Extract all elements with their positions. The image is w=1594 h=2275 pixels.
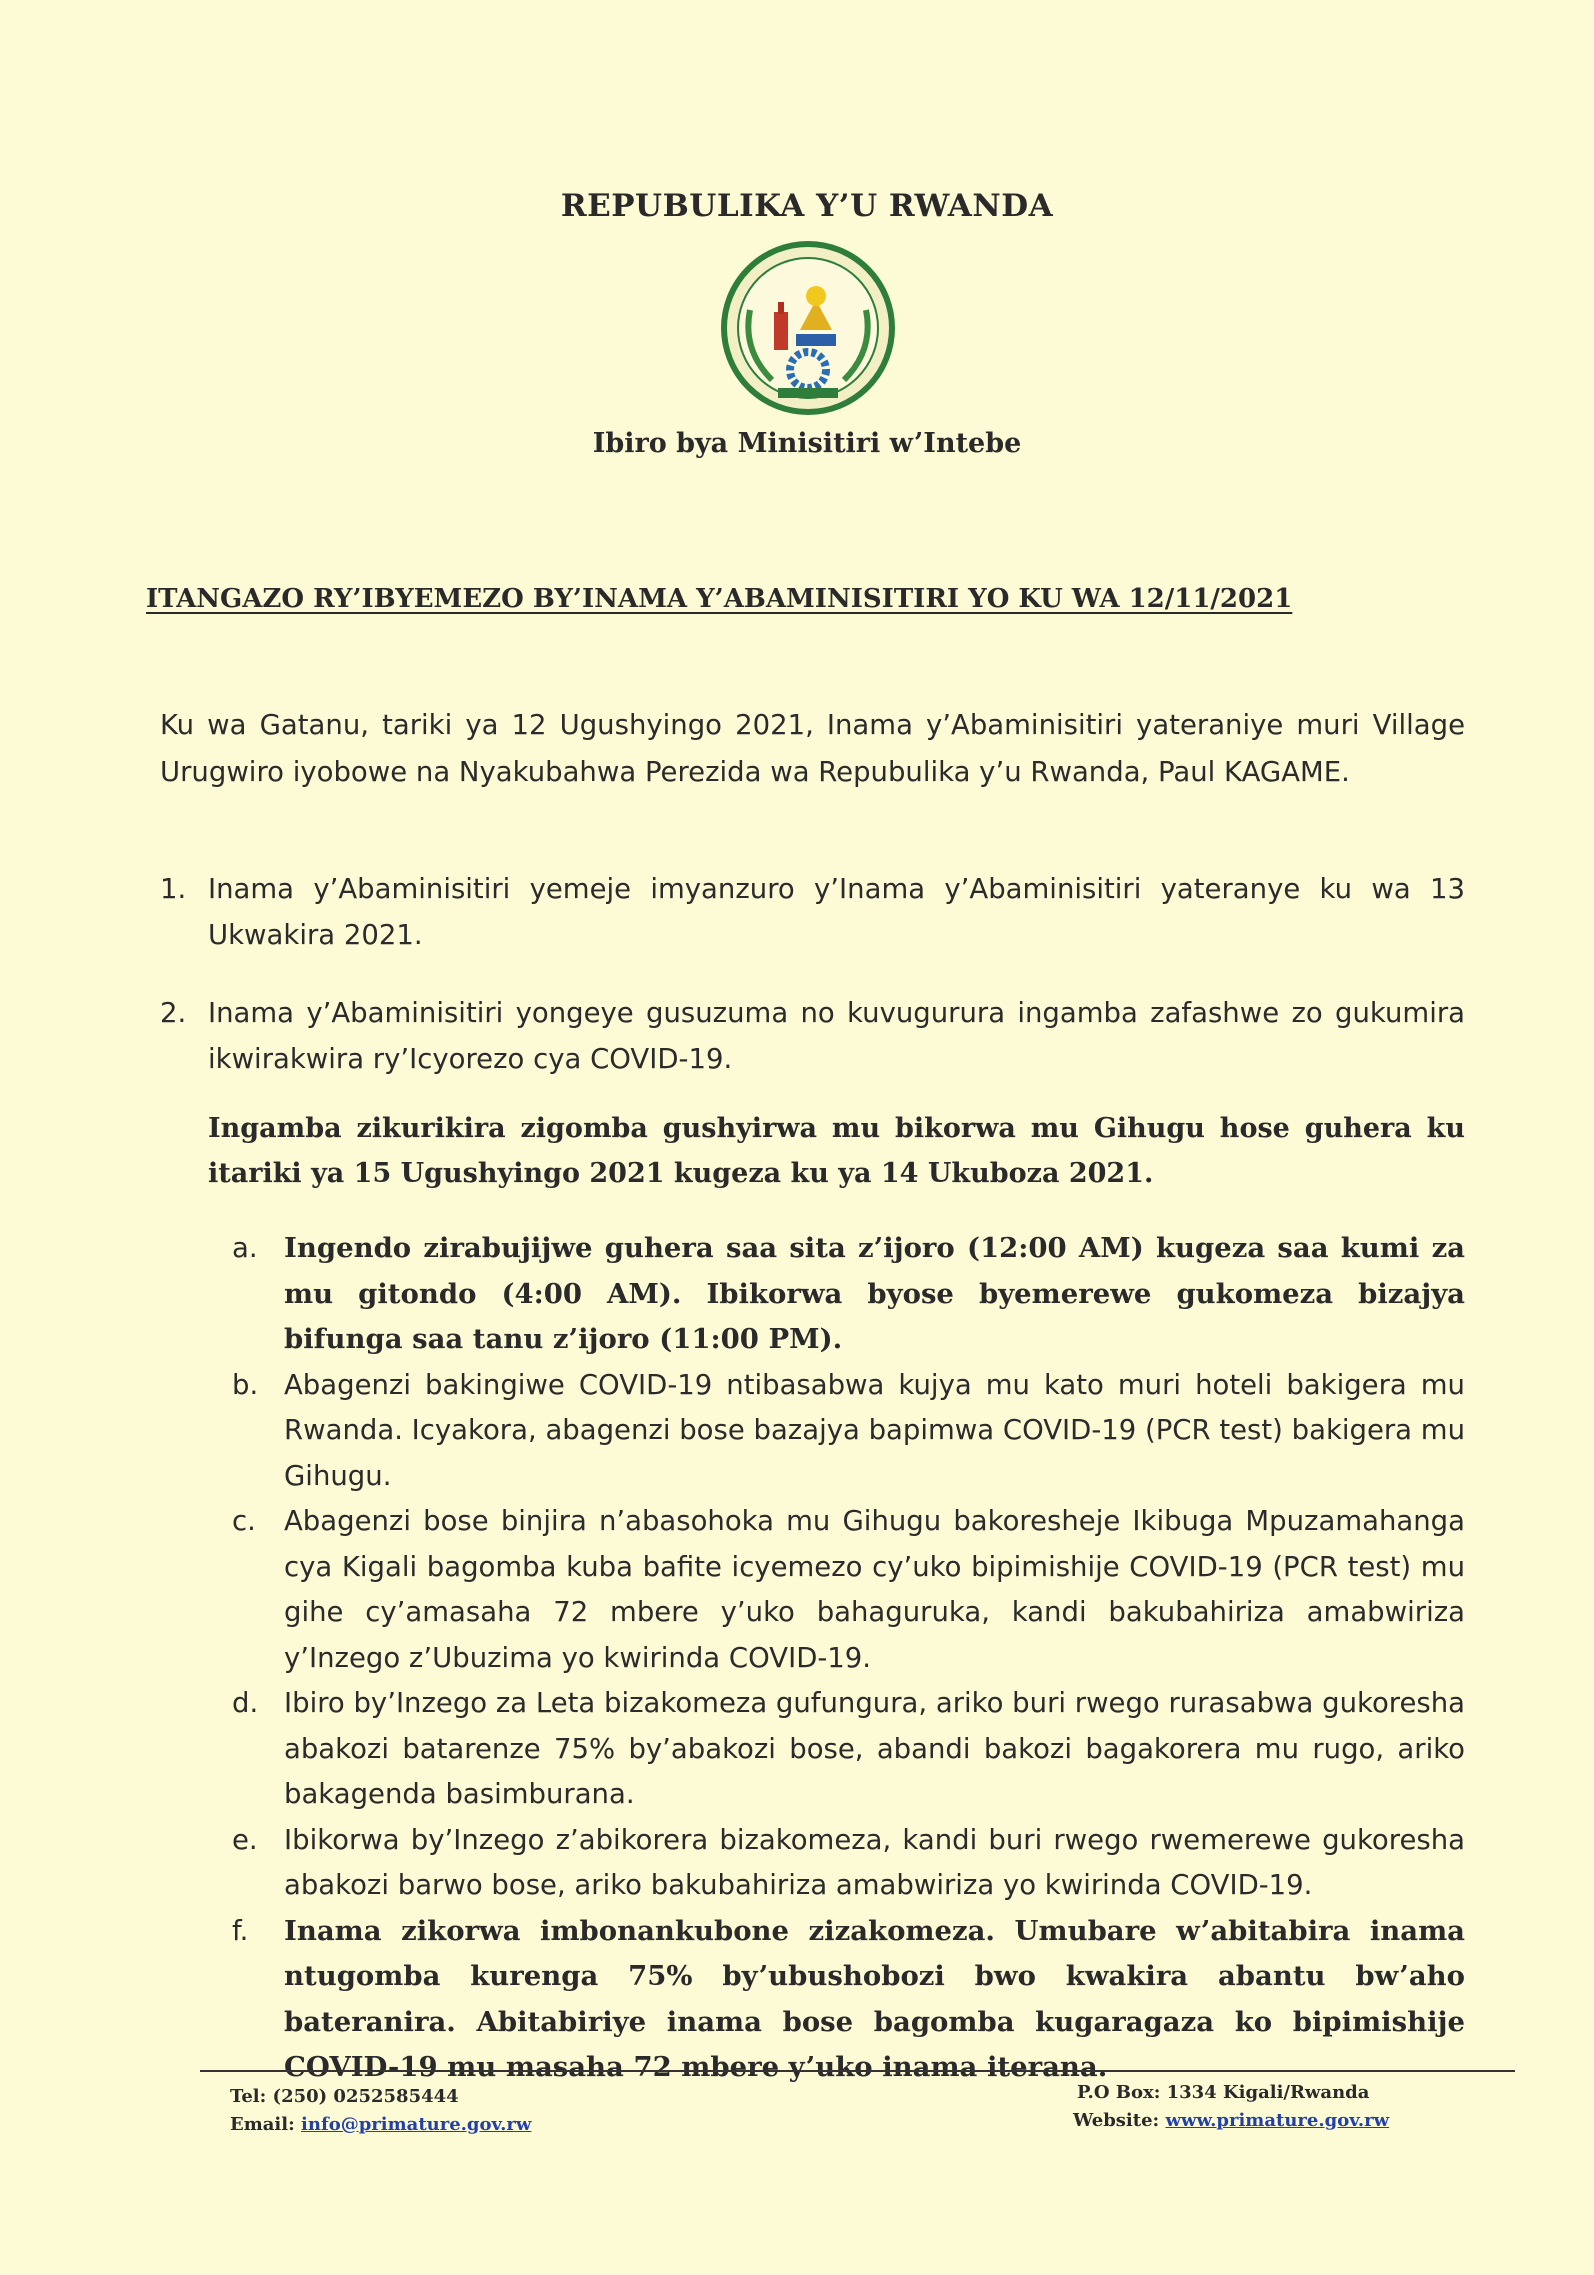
- footer-contact: [230, 2083, 531, 2139]
- office-name: Ibiro bya Minisitiri w’Intebe: [592, 428, 1022, 459]
- measure-letter: b.: [232, 1368, 259, 1401]
- list-item-number: 2.: [160, 997, 187, 1029]
- website-link[interactable]: www.primature.gov.rw: [1165, 2110, 1390, 2131]
- measure-text: Ingendo zirabujijwe guhera saa sita z’ijoro (12:00 AM) kugeza saa kumi za mu gitondo (4:00 AM). Ibikorwa byose byemerewe gukomeza bizajya bifunga saa tanu z’ijoro (11:00 PM).: [284, 1232, 1465, 1355]
- measure-letter: f.: [232, 1914, 249, 1947]
- website-label: Website:: [1073, 2110, 1160, 2131]
- measure-text: Ibiro by’Inzego za Leta bizakomeza gufungura, ariko buri rwego rurasabwa gukoresha abakozi batarenze 75% by’abakozi bose, abandi bakozi bagakorera mu rugo, ariko bakagenda basimburana.: [284, 1687, 1465, 1810]
- email-label: Email:: [230, 2114, 295, 2135]
- list-item: [160, 866, 1465, 958]
- measure-item: [232, 1499, 1465, 1681]
- measure-text: Inama zikorwa imbonankubone zizakomeza. Umubare w’abitabira inama ntugomba kurenga 75% by’ubushobozi bwo kwakira abantu bw’aho bateranira. Abitabiriye inama bose bagomba kugaragaza ko bipimishije COVID-19 mu masaha 72 mbere y’uko inama iterana.: [284, 1914, 1465, 2083]
- national-seal-icon: [720, 240, 896, 416]
- list-item-number: 1.: [160, 873, 187, 905]
- footer-address: [1073, 2079, 1389, 2135]
- tel-value: (250) 0252585444: [272, 2086, 459, 2107]
- measure-text: Abagenzi bakingiwe COVID-19 ntibasabwa kujya mu kato muri hoteli bakigera mu Rwanda. Icyakora, abagenzi bose bazajya bapimwa COVID-19 (PCR test) bakigera mu Gihugu.: [284, 1368, 1465, 1492]
- email-link[interactable]: info@primature.gov.rw: [301, 2114, 532, 2135]
- measure-item: [232, 1226, 1465, 1363]
- measure-text: Ibikorwa by’Inzego z’abikorera bizakomeza, kandi buri rwego rwemerewe gukoresha abakozi barwo bose, ariko bakubahiriza amabwiriza yo kwirinda COVID-19.: [284, 1823, 1465, 1901]
- measures-intro: Ingamba zikurikira zigomba gushyirwa mu bikorwa mu Gihugu hose guhera ku itariki ya 15 Ugushyingo 2021 kugeza ku ya 14 Ukuboza 2021.: [208, 1113, 1465, 1189]
- measure-item: [232, 1818, 1465, 1909]
- list-item-text: Inama y’Abaminisitiri yemeje imyanzuro y’Inama y’Abaminisitiri yateranye ku wa 13 Ukwakira 2021.: [208, 873, 1465, 951]
- list-item: [160, 990, 1465, 1082]
- measure-letter: e.: [232, 1823, 258, 1856]
- list-item-text: Inama y’Abaminisitiri yongeye gusuzuma no kuvugurura ingamba zafashwe zo gukumira ikwirakwira ry’Icyorezo cya COVID-19.: [208, 997, 1465, 1075]
- measure-letter: a.: [232, 1232, 258, 1264]
- document-title: ITANGAZO RY’IBYEMEZO BY’INAMA Y’ABAMINISITIRI YO KU WA 12/11/2021: [146, 584, 1293, 614]
- po-box: P.O Box: 1334 Kigali/Rwanda: [1077, 2082, 1370, 2103]
- measure-item: [232, 1681, 1465, 1818]
- measure-letter: d.: [232, 1687, 259, 1719]
- footer-divider: [200, 2070, 1515, 2072]
- measure-item: [232, 1909, 1465, 2091]
- measures-list: [232, 1226, 1465, 2091]
- country-heading: REPUBULIKA Y’U RWANDA: [560, 188, 1054, 224]
- measure-text: Abagenzi bose binjira n’abasohoka mu Gihugu bakoresheje Ikibuga Mpuzamahanga cya Kigali bagomba kuba bafite icyemezo cy’uko bipimishije COVID-19 (PCR test) mu gihe cy’amasaha 72 mbere y’uko bahaguruka, kandi bakubahiriza amabwiriza y’Inzego z’Ubuzima yo kwirinda COVID-19.: [284, 1505, 1465, 1674]
- measure-letter: c.: [232, 1505, 256, 1537]
- intro-paragraph: Ku wa Gatanu, tariki ya 12 Ugushyingo 2021, Inama y’Abaminisitiri yateraniye muri Village Urugwiro iyobowe na Nyakubahwa Perezida wa Repubulika y’u Rwanda, Paul KAGAME.: [160, 709, 1465, 788]
- tel-label: Tel:: [230, 2086, 267, 2107]
- measure-item: [232, 1363, 1465, 1500]
